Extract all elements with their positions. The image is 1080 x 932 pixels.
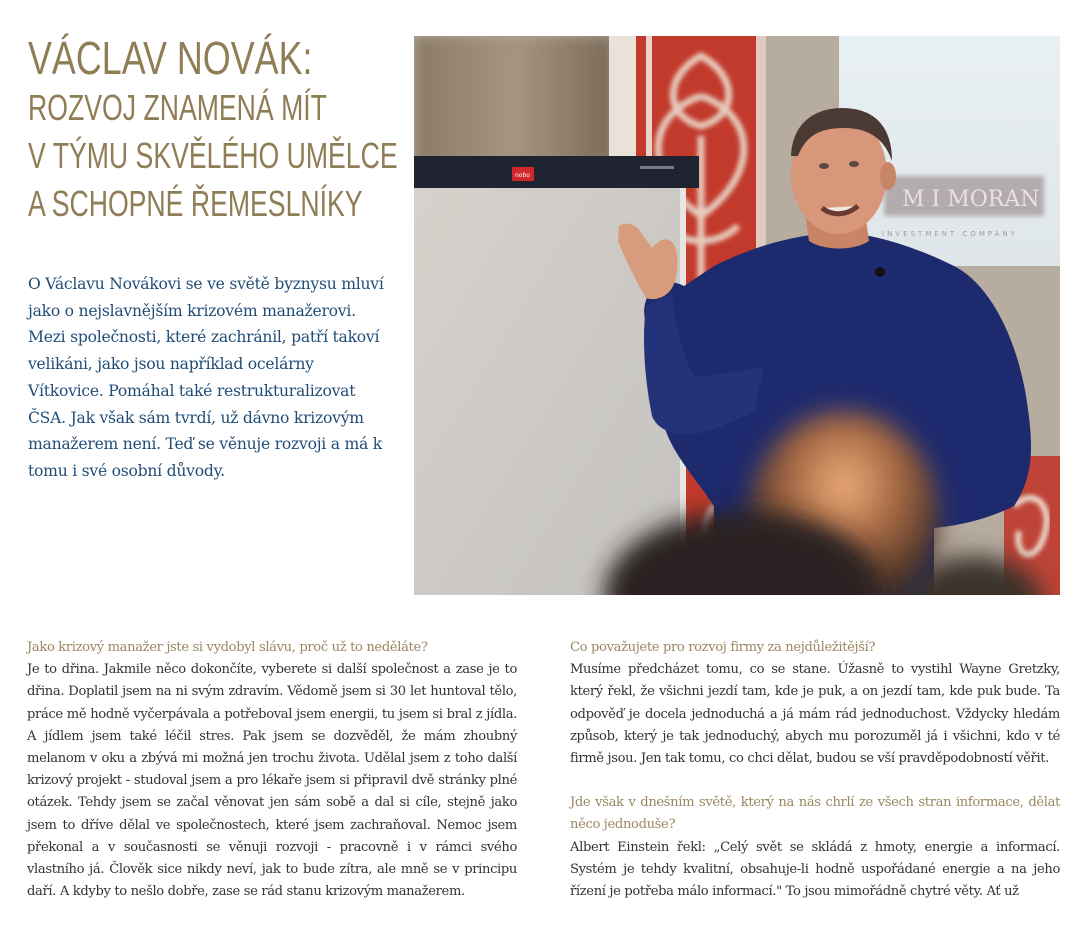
interview-question: Co považujete pro rozvoj firmy za nejdůležitější? <box>570 640 876 655</box>
flipchart-brand: nobo <box>515 172 530 179</box>
interview-question: Jde však v dnešním světě, který na nás chrlí ze všech stran informace, dělat něco jednoduše? <box>570 795 1060 833</box>
intro-paragraph: O Václavu Novákovi se ve světě byznysu mluví jako o nejslavnějším krizovém manažerovi. Mezi společnosti, které zachránil, patří takoví velikáni, jako jsou například ocelárny Vítkovice. Pomáhal také restrukturalizovat ČSA. Jak však sám tvrdí, už dávno krizovým manažerem není. Teď se věnuje rozvoji a má k tomu i své osobní důvody. <box>28 275 384 480</box>
interview-question: Jako krizový manažer jste si vydobyl slávu, proč už to neděláte? <box>27 640 428 655</box>
interview-answer: Albert Einstein řekl: „Celý svět se skládá z hmoty, energie a informací. Systém je tehdy kvalitní, obsahuje-li hodně uspořádané energie a na jeho řízení je potřeba málo informací." To jsou mimořádně chytré věty. Ať už <box>570 839 1060 900</box>
screen-logo-text: M I MORAN <box>902 187 1040 212</box>
screen-logo-subtext: INVESTMENT COMPANY <box>882 230 1018 238</box>
article-photo <box>414 36 1060 595</box>
qa-column-left <box>27 637 517 903</box>
interview-answer: Musíme předcházet tomu, co se stane. Úžasně to vystihl Wayne Gretzky, který řekl, že všichni jezdí tam, kde je puk, a on jezdí tam, kde puk bude. Ta odpověď je docela jednoduchá a já mám rád jednoduchost. Vždycky hledám způsob, který je tak jednoduchý, abych mu porozuměl já i všichni, kdo v té firmě jsou. Jen tak tomu, co chci dělat, budou se vší pravděpodobností věřit. <box>570 662 1060 767</box>
qa-column-right <box>570 637 1060 903</box>
article-title <box>28 30 408 228</box>
subtitle-line: A SCHOPNÉ ŘEMESLNÍKY <box>28 183 363 224</box>
subtitle-line: ROZVOJ ZNAMENÁ MÍT <box>28 87 327 128</box>
interview-answer: Je to dřina. Jakmile něco dokončíte, vyberete si další společnost a zase je to dřina. Doplatil jsem na ni svým zdravím. Vědomě jsem si 30 let huntoval tělo, práce mě hodně vyčerpávala a potřeboval jsem energii, tu jsem si bral z jídla. A jídlem jsem také léčil stres. Pak jsem se dozvěděl, že mám zhoubný melanom v oku a zbývá mi možná jen trochu života. Udělal jsem z toho další krizový projekt - studoval jsem a pro lékaře jsem si připravil dvě stránky plné otázek. Tehdy jsem se začal věnovat jen sám sobě a dal si cíle, stejně jako jsem to dříve dělal ve společnostech, které jsem zachraňoval. Nemoc jsem překonal a v současnosti se věnuji rozvoji - pracovně i v rámci svého vlastního já. Člověk sice nikdy neví, jak to bude zítra, ale mně se v principu daří. A kdyby to nešlo dobře, zase se rád stanu krizovým manažerem. <box>27 662 517 900</box>
speaker-photo-illustration <box>414 36 1060 595</box>
title-name: VÁCLAV NOVÁK: <box>28 32 313 84</box>
subtitle-line: V TÝMU SKVĚLÉHO UMĚLCE <box>28 135 398 176</box>
title-subtitle <box>28 84 398 228</box>
paragraph-spacer <box>570 770 1060 792</box>
